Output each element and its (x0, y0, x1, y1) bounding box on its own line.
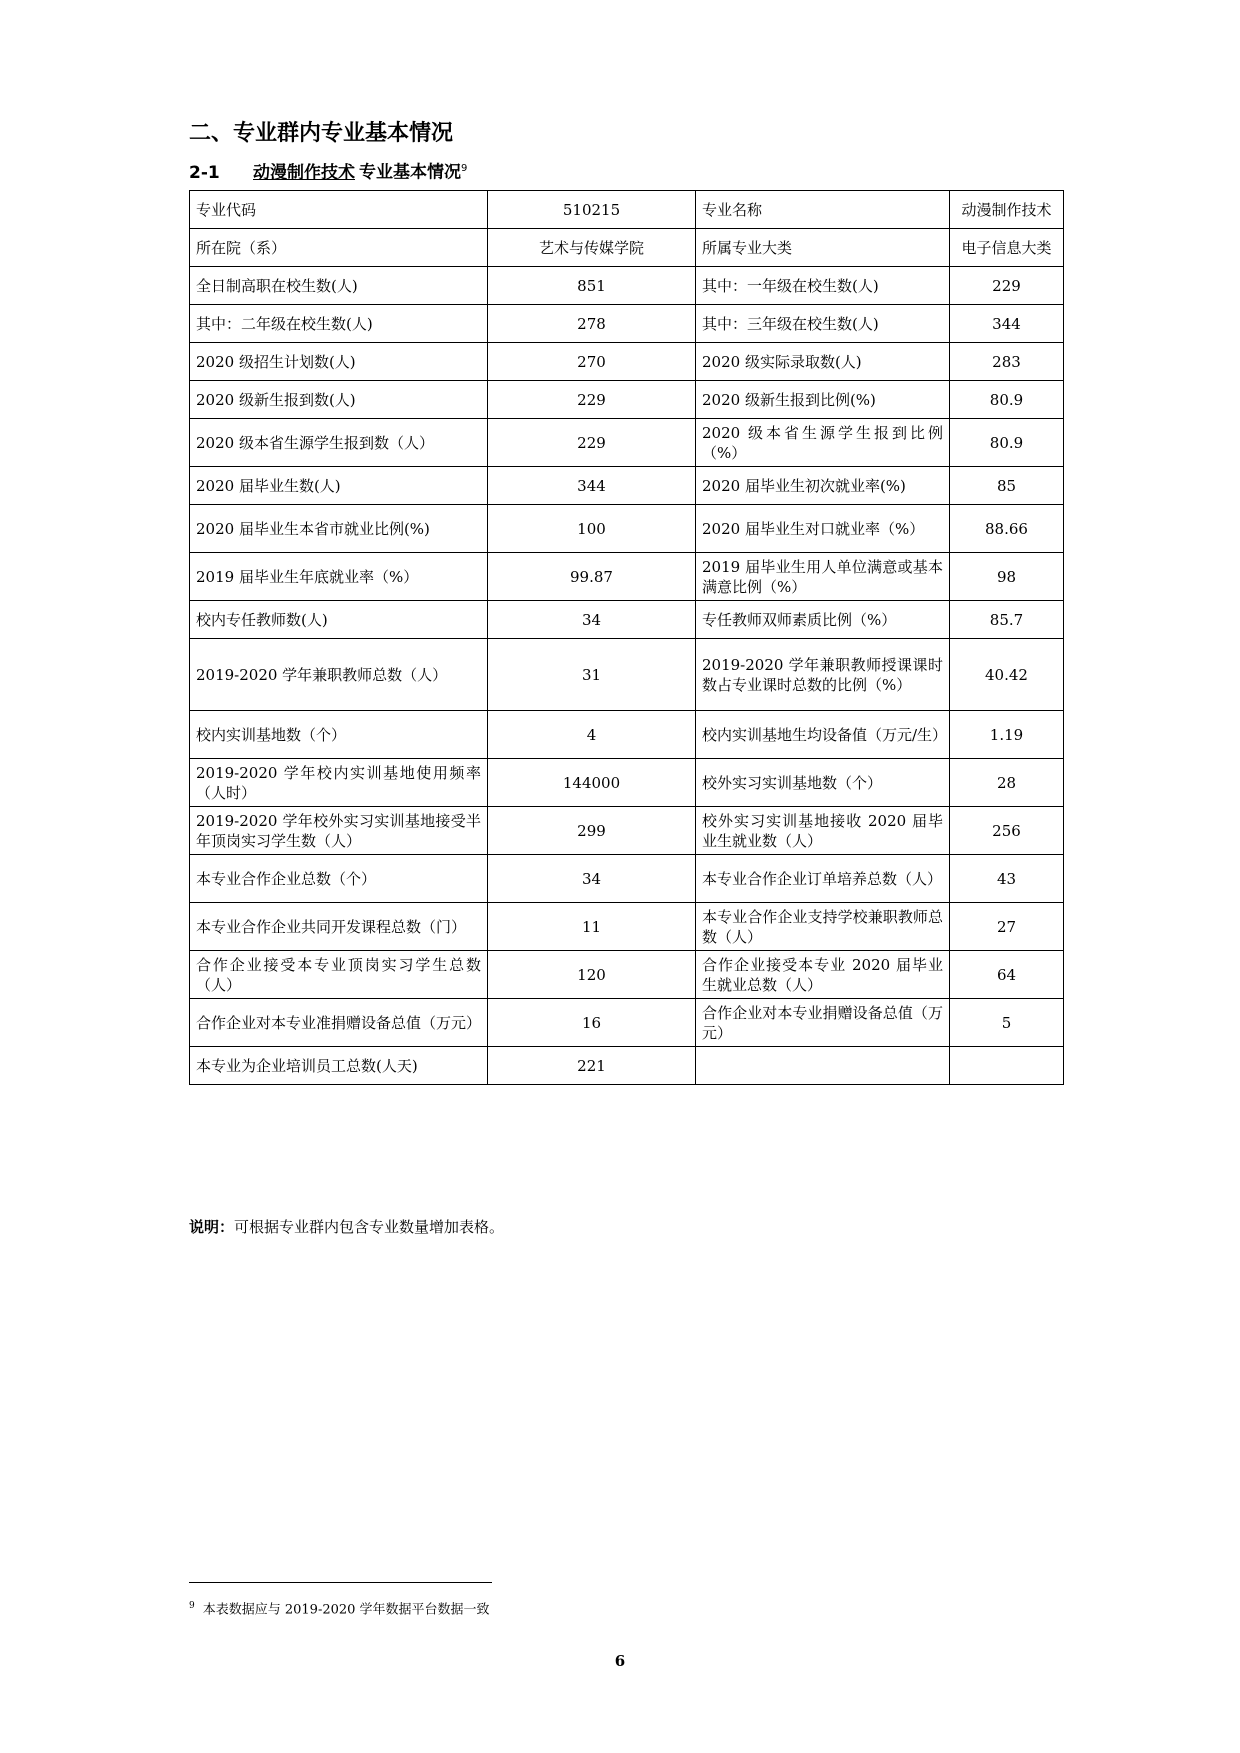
cell-value-right: 80.9 (950, 381, 1064, 419)
cell-label-right: 所属专业大类 (696, 229, 950, 267)
cell-value-right: 动漫制作技术 (950, 191, 1064, 229)
cell-label-right: 2020 级本省生源学生报到比例（%） (696, 419, 950, 467)
table-row (190, 903, 1064, 951)
cell-value-right: 256 (950, 807, 1064, 855)
table-row (190, 381, 1064, 419)
cell-value-right: 344 (950, 305, 1064, 343)
cell-value-left: 278 (488, 305, 696, 343)
section-title: 二、专业群内专业基本情况 (189, 121, 454, 146)
cell-value-right: 40.42 (950, 639, 1064, 711)
cell-label-left: 所在院（系） (190, 229, 488, 267)
cell-value-left: 510215 (488, 191, 696, 229)
cell-label-right: 2020 届毕业生对口就业率（%） (696, 505, 950, 553)
cell-label-right: 2020 级实际录取数(人) (696, 343, 950, 381)
cell-value-left: 34 (488, 855, 696, 903)
table-row (190, 711, 1064, 759)
cell-value-right: 5 (950, 999, 1064, 1047)
cell-label-left: 2019 届毕业生年底就业率（%） (190, 553, 488, 601)
table-row (190, 191, 1064, 229)
cell-label-left: 2020 届毕业生本省市就业比例(%) (190, 505, 488, 553)
cell-value-left: 11 (488, 903, 696, 951)
cell-value-right: 85.7 (950, 601, 1064, 639)
cell-label-left: 本专业合作企业总数（个） (190, 855, 488, 903)
footnote (189, 1597, 490, 1619)
cell-label-right: 2020 级新生报到比例(%) (696, 381, 950, 419)
table-row (190, 467, 1064, 505)
table-note (189, 1216, 504, 1238)
subsection-title-text: 专业基本情况 (359, 162, 461, 183)
subsection-major: 动漫制作技术 (253, 162, 355, 183)
cell-label-left: 2019-2020 学年校内实训基地使用频率（人时） (190, 759, 488, 807)
cell-value-left: 221 (488, 1047, 696, 1085)
cell-label-left: 合作企业接受本专业顶岗实习学生总数（人） (190, 951, 488, 999)
major-info-table (189, 190, 1064, 1085)
cell-label-left: 合作企业对本专业准捐赠设备总值（万元） (190, 999, 488, 1047)
table-row (190, 1047, 1064, 1085)
cell-label-left: 其中：二年级在校生数(人) (190, 305, 488, 343)
footnote-divider (189, 1582, 492, 1583)
cell-label-right: 2019 届毕业生用人单位满意或基本满意比例（%） (696, 553, 950, 601)
cell-label-left: 专业代码 (190, 191, 488, 229)
cell-label-right: 校内实训基地生均设备值（万元/生） (696, 711, 950, 759)
cell-label-left: 校内实训基地数（个） (190, 711, 488, 759)
cell-value-left: 艺术与传媒学院 (488, 229, 696, 267)
footnote-text: 本表数据应与 2019-2020 学年数据平台数据一致 (202, 1602, 490, 1618)
table-row (190, 999, 1064, 1047)
table-row (190, 505, 1064, 553)
cell-label-left: 本专业合作企业共同开发课程总数（门） (190, 903, 488, 951)
cell-label-left: 2019-2020 学年校外实习实训基地接受半年顶岗实习学生数（人） (190, 807, 488, 855)
cell-value-right: 98 (950, 553, 1064, 601)
table-row (190, 951, 1064, 999)
cell-label-right: 合作企业对本专业捐赠设备总值（万元） (696, 999, 950, 1047)
cell-value-right: 85 (950, 467, 1064, 505)
major-info-table-body (190, 191, 1064, 1085)
cell-label-right: 2020 届毕业生初次就业率(%) (696, 467, 950, 505)
cell-value-left: 229 (488, 419, 696, 467)
cell-label-right (696, 1047, 950, 1085)
cell-value-left: 99.87 (488, 553, 696, 601)
footnote-reference: 9 (461, 163, 468, 174)
cell-value-right: 28 (950, 759, 1064, 807)
cell-value-left: 144000 (488, 759, 696, 807)
cell-label-left: 本专业为企业培训员工总数(人天) (190, 1047, 488, 1085)
table-row (190, 553, 1064, 601)
cell-label-right: 2019-2020 学年兼职教师授课课时数占专业课时总数的比例（%） (696, 639, 950, 711)
cell-value-left: 100 (488, 505, 696, 553)
cell-value-right (950, 1047, 1064, 1085)
cell-value-right: 229 (950, 267, 1064, 305)
cell-value-left: 270 (488, 343, 696, 381)
cell-label-right: 本专业合作企业订单培养总数（人） (696, 855, 950, 903)
cell-label-right: 合作企业接受本专业 2020 届毕业生就业总数（人） (696, 951, 950, 999)
table-row (190, 343, 1064, 381)
cell-label-right: 专任教师双师素质比例（%） (696, 601, 950, 639)
table-row (190, 601, 1064, 639)
cell-label-right: 其中：三年级在校生数(人) (696, 305, 950, 343)
cell-value-left: 229 (488, 381, 696, 419)
table-row (190, 229, 1064, 267)
subsection-title (189, 157, 467, 185)
cell-value-left: 299 (488, 807, 696, 855)
cell-label-right: 本专业合作企业支持学校兼职教师总数（人） (696, 903, 950, 951)
cell-value-left: 34 (488, 601, 696, 639)
table-row (190, 807, 1064, 855)
page-number: 6 (614, 1652, 626, 1670)
cell-value-left: 31 (488, 639, 696, 711)
note-text: 可根据专业群内包含专业数量增加表格。 (234, 1218, 505, 1236)
table-row (190, 305, 1064, 343)
cell-label-left: 2020 级招生计划数(人) (190, 343, 488, 381)
cell-value-right: 283 (950, 343, 1064, 381)
cell-value-right: 80.9 (950, 419, 1064, 467)
cell-label-left: 2020 级本省生源学生报到数（人） (190, 419, 488, 467)
cell-label-left: 2020 级新生报到数(人) (190, 381, 488, 419)
cell-value-left: 120 (488, 951, 696, 999)
subsection-number: 2-1 (189, 162, 220, 183)
cell-value-right: 电子信息大类 (950, 229, 1064, 267)
cell-value-right: 88.66 (950, 505, 1064, 553)
cell-value-right: 43 (950, 855, 1064, 903)
cell-value-left: 4 (488, 711, 696, 759)
cell-label-left: 2019-2020 学年兼职教师总数（人） (190, 639, 488, 711)
cell-label-right: 专业名称 (696, 191, 950, 229)
cell-value-right: 64 (950, 951, 1064, 999)
table-row (190, 855, 1064, 903)
footnote-mark: 9 (189, 1601, 195, 1611)
table-row (190, 639, 1064, 711)
note-label: 说明： (189, 1218, 235, 1236)
cell-label-left: 全日制高职在校生数(人) (190, 267, 488, 305)
cell-value-left: 344 (488, 467, 696, 505)
cell-value-left: 851 (488, 267, 696, 305)
cell-value-left: 16 (488, 999, 696, 1047)
table-row (190, 419, 1064, 467)
table-row (190, 267, 1064, 305)
table-row (190, 759, 1064, 807)
cell-value-right: 1.19 (950, 711, 1064, 759)
cell-value-right: 27 (950, 903, 1064, 951)
cell-label-left: 校内专任教师数(人) (190, 601, 488, 639)
cell-label-left: 2020 届毕业生数(人) (190, 467, 488, 505)
cell-label-right: 校外实习实训基地数（个） (696, 759, 950, 807)
cell-label-right: 其中：一年级在校生数(人) (696, 267, 950, 305)
cell-label-right: 校外实习实训基地接收 2020 届毕业生就业数（人） (696, 807, 950, 855)
